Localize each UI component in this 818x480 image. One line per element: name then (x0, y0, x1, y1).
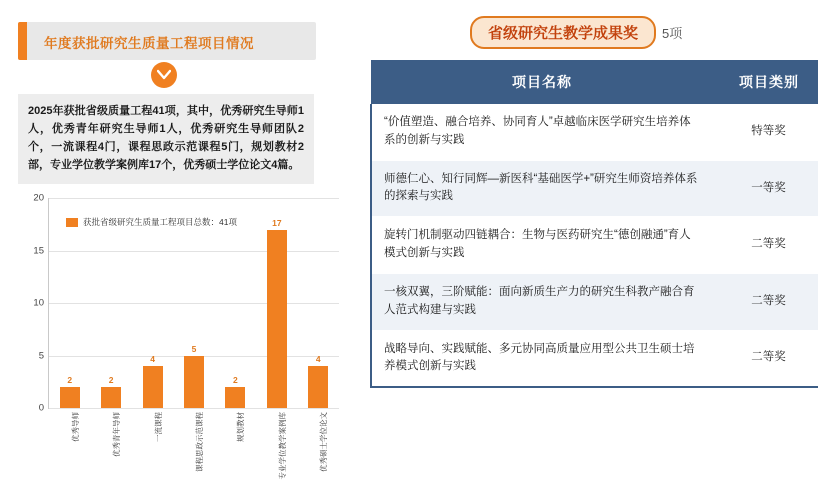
cell-project-name: “价值塑造、融合培养、协同育人”卓越临床医学研究生培养体系的创新与实践 (371, 104, 713, 160)
x-axis-tick-label: 规划教材 (236, 412, 246, 442)
table-row (371, 217, 818, 274)
chart-gridline (49, 303, 339, 304)
panel-title-bar (18, 22, 316, 60)
y-axis-tick-label: 0 (38, 402, 44, 414)
award-count-label: 5项 (662, 26, 683, 41)
x-axis-tick-label: 优秀导师 (70, 412, 80, 442)
y-axis-tick-label: 15 (33, 245, 44, 256)
table-row (371, 273, 818, 330)
cell-project-name: 一核双翼，三阶赋能：面向新质生产力的研究生科教产融合育人范式构建与实践 (371, 273, 713, 330)
award-title-badge: 省级研究生教学成果奖 (470, 16, 656, 49)
table-body (371, 104, 818, 387)
award-results-table (370, 60, 818, 388)
summary-description: 2025年获批省级质量工程41项，其中，优秀研究生导师1人，优秀青年研究生导师1人，优秀研究生导师团队2个，一流课程4门，课程思政示范课程5门，规划教材2部，专业学位教学案例库17个，优秀硕士学位论文4篇。 (18, 94, 314, 184)
y-axis-tick-label: 20 (33, 192, 44, 204)
table-row (371, 330, 818, 387)
title-accent-bar (18, 22, 27, 60)
y-axis-tick-label: 5 (38, 350, 44, 361)
teaching-award-panel (370, 8, 800, 428)
chart-bar (184, 343, 204, 472)
chart-plot-area (33, 192, 339, 480)
quality-project-bar-chart (18, 188, 348, 480)
bar-value-label: 17 (272, 217, 282, 228)
cell-project-category: 二等奖 (713, 273, 818, 330)
x-axis-tick-label: 一流课程 (153, 412, 163, 442)
bar-value-label: 2 (108, 375, 114, 385)
chart-bar (143, 354, 163, 442)
bar-value-label: 2 (67, 375, 73, 385)
chart-bar (308, 354, 329, 472)
cell-project-category: 二等奖 (713, 217, 818, 274)
cell-project-name: 旋转门机制驱动四链耦合：生物与医药研究生“德创融通”育人模式创新与实践 (371, 217, 713, 274)
x-axis-tick-label: 课程思政示范课程 (195, 412, 204, 472)
table-header (371, 60, 818, 104)
bar-value-label: 2 (233, 375, 238, 385)
legend-label: 获批省级研究生质量工程项目总数：41项 (83, 217, 237, 227)
table-row (371, 160, 818, 217)
chart-gridline (49, 408, 339, 409)
table-row (371, 104, 818, 160)
y-axis-tick-label: 10 (33, 297, 44, 309)
x-axis-tick-label: 优秀青年导师 (112, 412, 122, 457)
x-axis-tick-label: 优秀硕士学位论文 (319, 412, 329, 472)
chart-gridline (49, 251, 339, 252)
legend-swatch (66, 218, 78, 227)
cell-project-category: 一等奖 (713, 160, 818, 217)
chart-bar (101, 375, 122, 457)
quality-project-panel (18, 22, 348, 480)
chart-bar (60, 375, 80, 442)
cell-project-name: 师德仁心、知行同辉—新医科“基础医学+”研究生师资培养体系的探索与实践 (371, 160, 713, 217)
chevron-down-icon (151, 62, 177, 88)
bar-value-label: 5 (191, 343, 197, 354)
bar-value-label: 4 (150, 354, 155, 364)
chart-legend (66, 216, 237, 228)
cell-project-category: 特等奖 (713, 104, 818, 160)
bar-value-label: 4 (315, 354, 321, 364)
column-header-category: 项目类别 (713, 60, 818, 104)
x-axis-tick-label: 专业学位教学案例库 (277, 412, 287, 480)
table-header-row (371, 60, 818, 104)
cell-project-category: 二等奖 (713, 330, 818, 387)
cell-project-name: 战略导向、实践赋能、多元协同高质量应用型公共卫生硕士培养模式创新与实践 (371, 330, 713, 387)
page-title: 年度获批研究生质量工程项目情况 (44, 36, 254, 51)
chart-bar (225, 375, 246, 442)
chart-bar (267, 217, 287, 480)
award-header (470, 16, 682, 49)
chart-gridline (49, 198, 339, 199)
column-header-name: 项目名称 (371, 60, 713, 104)
